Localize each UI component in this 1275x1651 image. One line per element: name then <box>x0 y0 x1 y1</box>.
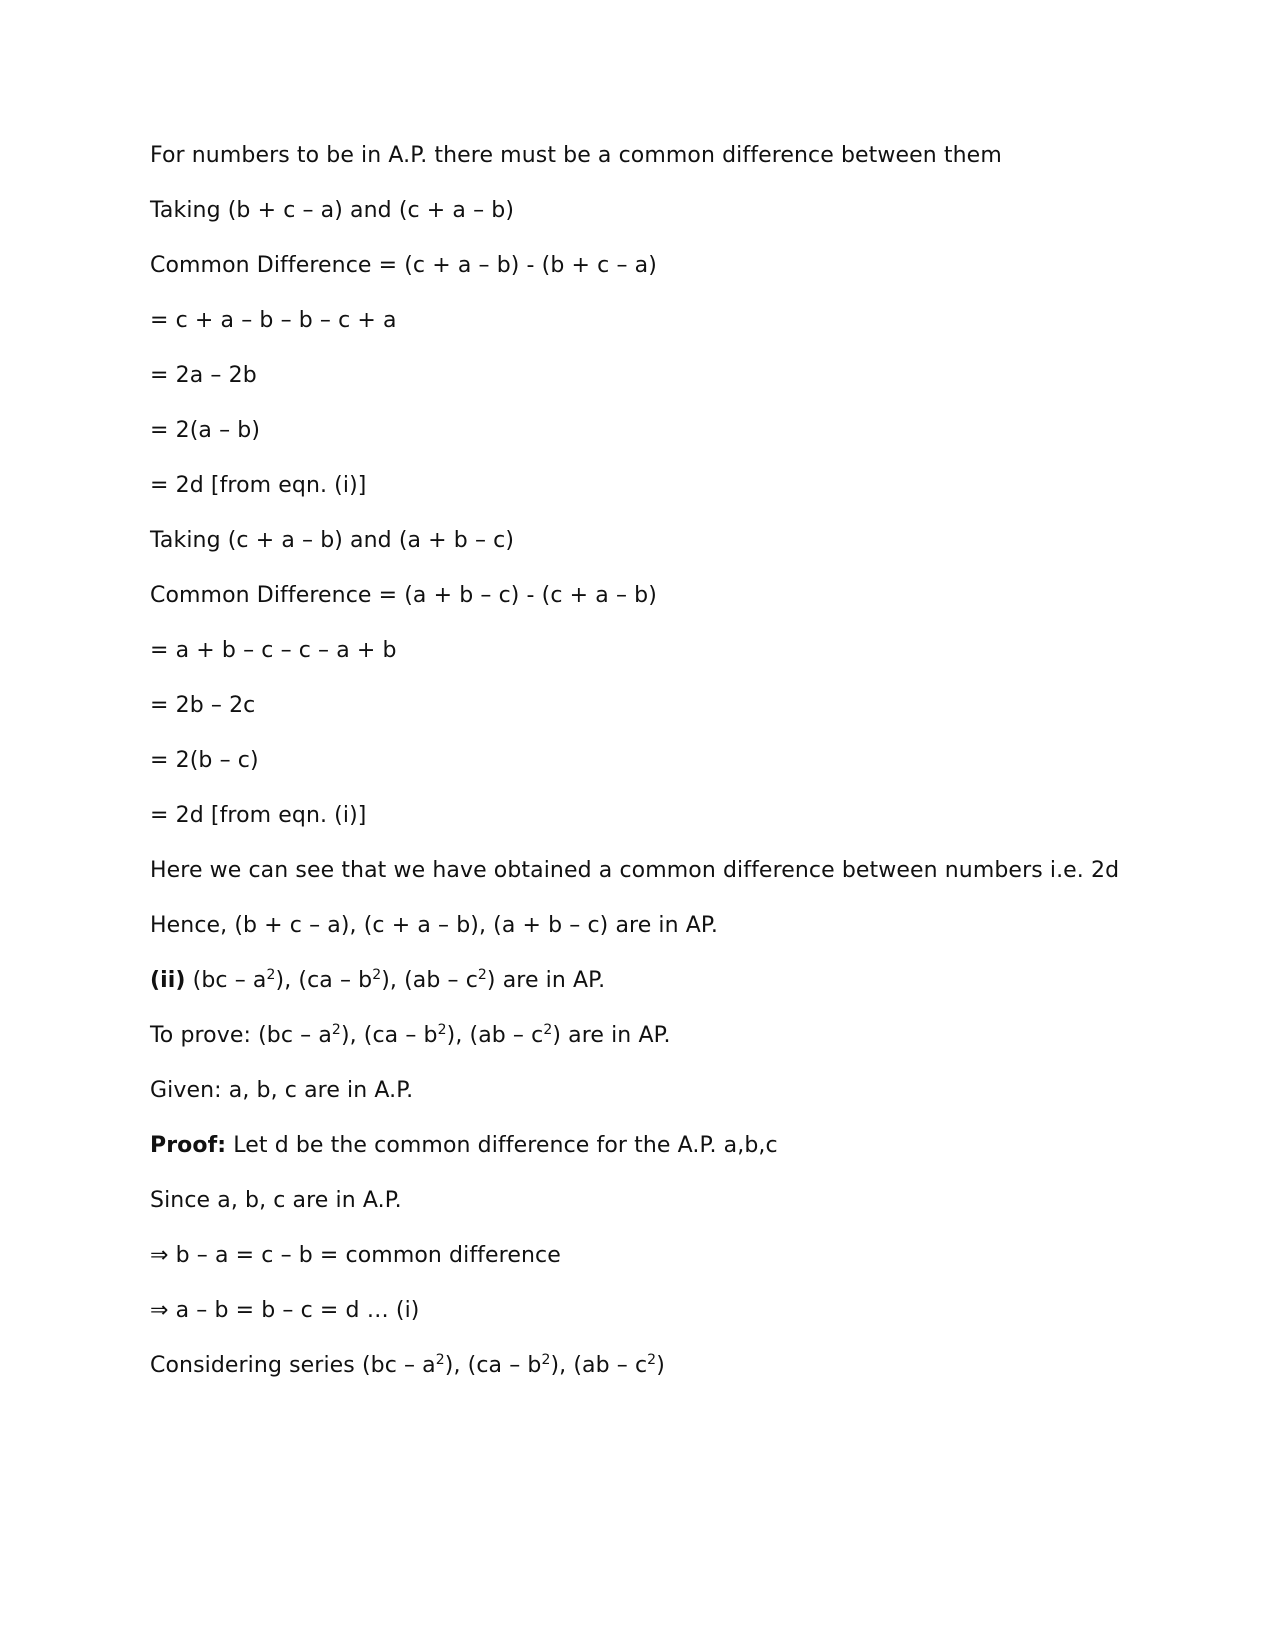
part-label: (ii) <box>150 968 186 993</box>
text-line-given: Given: a, b, c are in A.P. <box>150 1078 414 1103</box>
part-ii-heading: (ii) $(bc - a^2)$, $(ca - b^2)$, $(ab - c^2)$ are in AP. <box>150 967 606 993</box>
equation-step: = c + a – b – b – c + a <box>150 308 397 333</box>
proof-label: Proof: <box>150 1133 227 1158</box>
text-line-taking-1: Taking (b + c – a) and (c + a – b) <box>150 198 515 223</box>
text-line-common-difference-1: Common Difference = (c + a – b) - (b + c – a) <box>150 253 657 278</box>
equation-step: = 2(a – b) <box>150 418 261 443</box>
text-line-proof: Proof: Let d be the common difference for the A.P. a,b,c <box>150 1133 778 1158</box>
equation-step: = 2a – 2b <box>150 363 257 388</box>
text-line-to-prove: To prove: $(bc - a^2)$, $(ca - b^2)$, $(ab - c^2)$ are in AP. <box>150 1022 671 1048</box>
text-line-common-difference-2: Common Difference = (a + b – c) - (c + a – b) <box>150 583 657 608</box>
text-line-observation: Here we can see that we have obtained a common difference between numbers i.e. 2d <box>150 858 1120 883</box>
equation-step: = 2b – 2c <box>150 693 256 718</box>
text-line-conclusion: Hence, (b + c – a), (c + a – b), (a + b – c) are in AP. <box>150 913 718 938</box>
text-line-implies-2: ⇒ a – b = b – c = d … (i) <box>150 1298 420 1323</box>
text-line-taking-2: Taking (c + a – b) and (a + b – c) <box>150 528 515 553</box>
text-line-since: Since a, b, c are in A.P. <box>150 1188 402 1213</box>
equation-step: = 2d [from eqn. (i)] <box>150 473 367 498</box>
text-line-intro: For numbers to be in A.P. there must be a common difference between them <box>150 143 1002 168</box>
text-line-implies-1: ⇒ b – a = c – b = common difference <box>150 1243 561 1268</box>
equation-step: = a + b – c – c – a + b <box>150 638 397 663</box>
equation-step: = 2(b – c) <box>150 748 259 773</box>
text-line-considering: Considering series $(bc - a^2)$, $(ca - b^2)$, $(ab - c^2)$ <box>150 1352 665 1378</box>
equation-step: = 2d [from eqn. (i)] <box>150 803 367 828</box>
